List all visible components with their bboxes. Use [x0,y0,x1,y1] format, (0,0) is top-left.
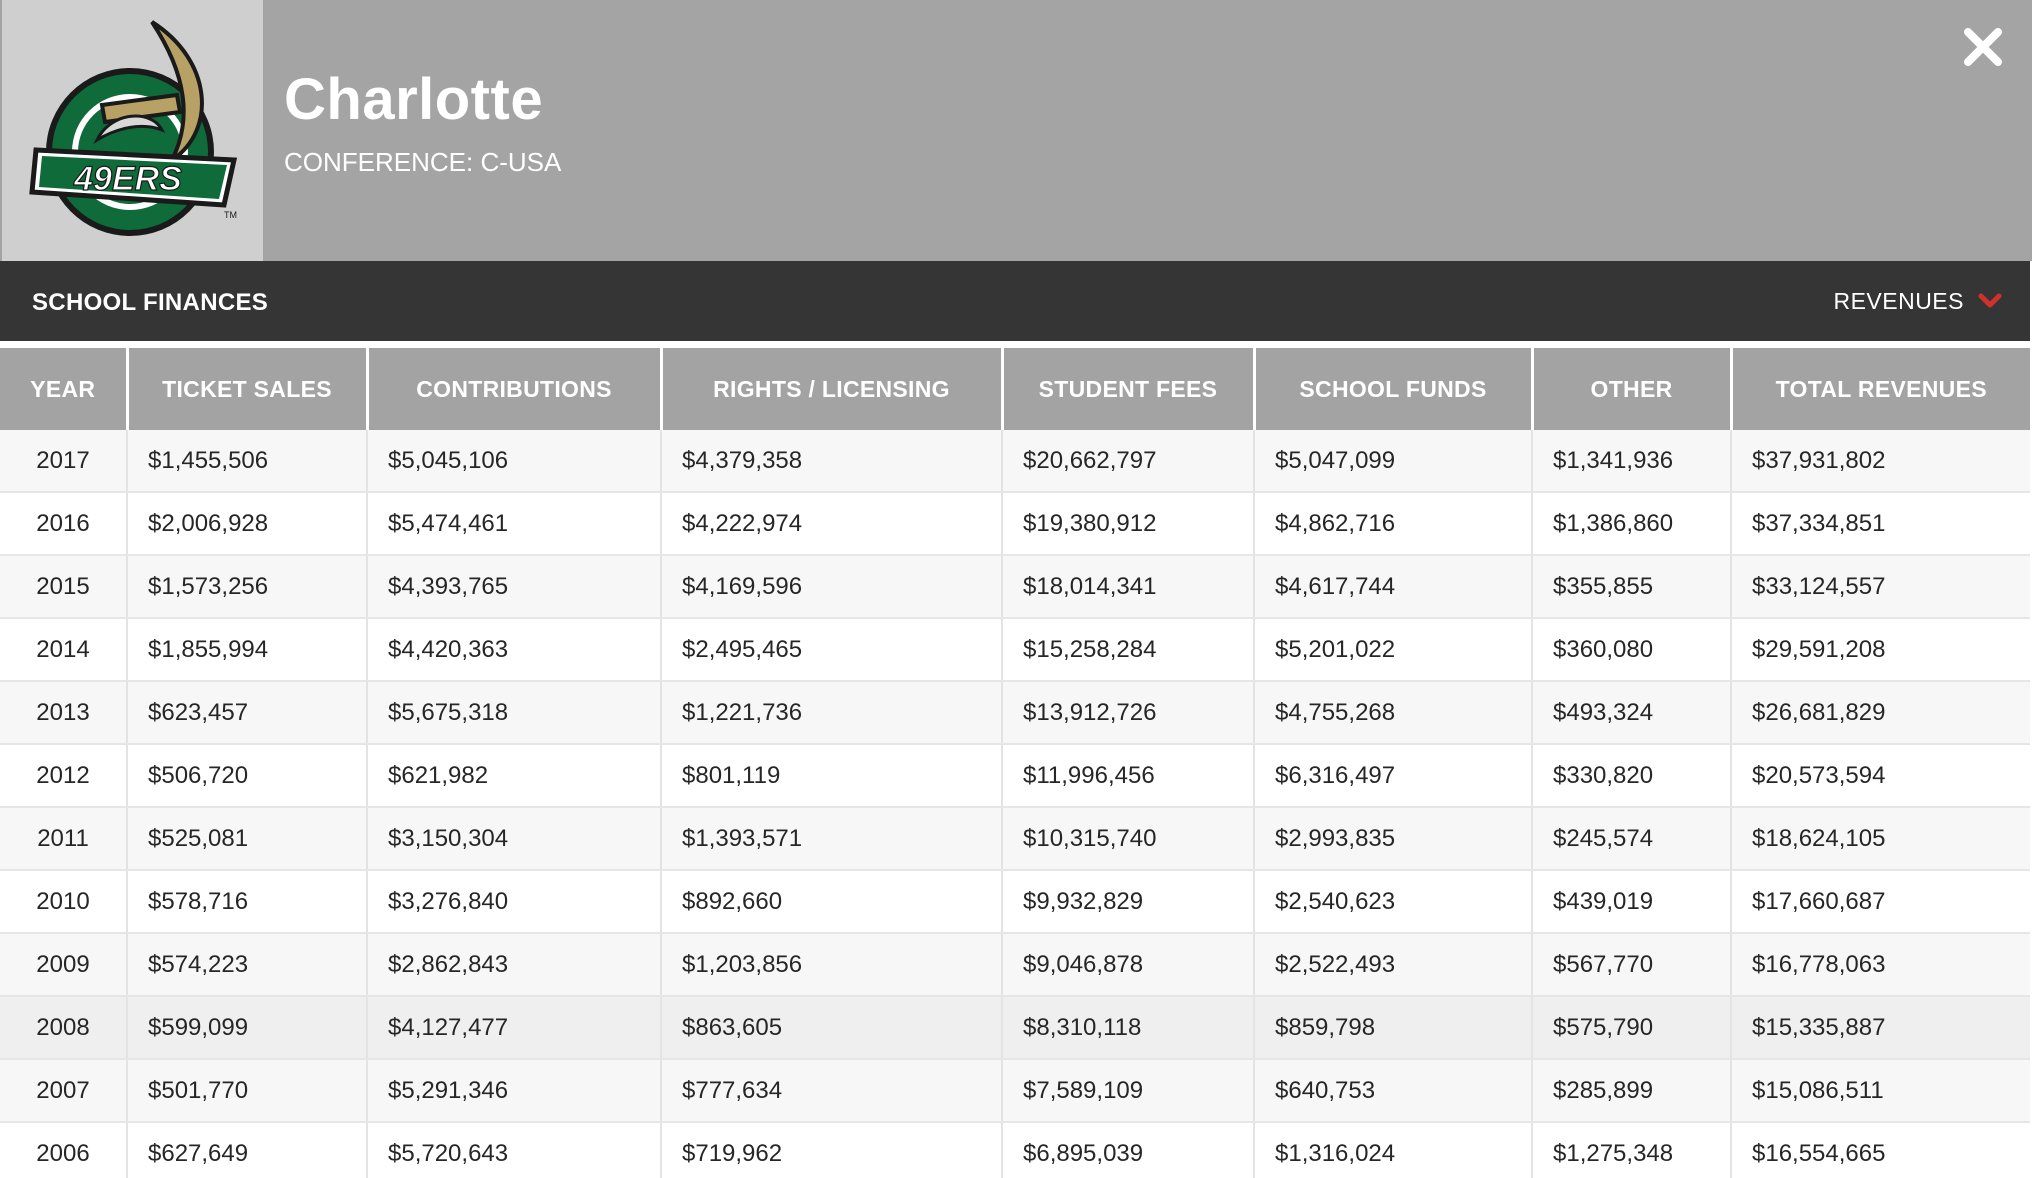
table-cell: $9,932,829 [1002,870,1254,933]
table-row [0,618,2030,681]
year-cell: 2008 [0,996,127,1059]
table-cell: $1,221,736 [661,681,1002,744]
school-logo [2,0,263,261]
table-cell: $5,047,099 [1254,430,1532,492]
table-row [0,1122,2030,1178]
table-cell: $2,993,835 [1254,807,1532,870]
table-row [0,1059,2030,1122]
table-cell: $1,386,860 [1532,492,1731,555]
table-row [0,870,2030,933]
year-cell: 2017 [0,430,127,492]
table-cell: $6,895,039 [1002,1122,1254,1178]
table-cell: $2,522,493 [1254,933,1532,996]
table-cell: $16,778,063 [1731,933,2030,996]
table-row [0,933,2030,996]
year-cell: 2016 [0,492,127,555]
table-cell: $20,662,797 [1002,430,1254,492]
table-cell: $10,315,740 [1002,807,1254,870]
table-cell: $863,605 [661,996,1002,1059]
finance-view-dropdown[interactable] [1833,261,2002,341]
table-cell: $777,634 [661,1059,1002,1122]
table-row [0,430,2030,492]
table-cell: $1,455,506 [127,430,367,492]
table-cell: $15,258,284 [1002,618,1254,681]
year-cell: 2015 [0,555,127,618]
table-row [0,996,2030,1059]
table-cell: $1,203,856 [661,933,1002,996]
table-cell: $330,820 [1532,744,1731,807]
table-cell: $7,589,109 [1002,1059,1254,1122]
table-cell: $5,045,106 [367,430,661,492]
table-cell: $575,790 [1532,996,1731,1059]
table-cell: $15,086,511 [1731,1059,2030,1122]
table-cell: $4,379,358 [661,430,1002,492]
table-cell: $506,720 [127,744,367,807]
table-cell: $3,150,304 [367,807,661,870]
close-button[interactable] [1962,26,2004,68]
table-cell: $20,573,594 [1731,744,2030,807]
table-cell: $5,201,022 [1254,618,1532,681]
table-cell: $621,982 [367,744,661,807]
table-cell: $8,310,118 [1002,996,1254,1059]
finance-view-selected: REVENUES [1833,287,1964,314]
table-row [0,681,2030,744]
year-cell: 2010 [0,870,127,933]
school-header [0,0,2032,261]
table-cell: $493,324 [1532,681,1731,744]
column-header: RIGHTS / LICENSING [661,348,1002,430]
column-header: CONTRIBUTIONS [367,348,661,430]
table-cell: $11,996,456 [1002,744,1254,807]
chevron-down-icon [1978,293,2002,309]
table-cell: $801,119 [661,744,1002,807]
section-title: SCHOOL FINANCES [32,289,269,316]
table-cell: $18,014,341 [1002,555,1254,618]
table-cell: $4,420,363 [367,618,661,681]
table-cell: $892,660 [661,870,1002,933]
table-row [0,555,2030,618]
table-cell: $9,046,878 [1002,933,1254,996]
table-cell: $18,624,105 [1731,807,2030,870]
table-cell: $4,755,268 [1254,681,1532,744]
table-cell: $19,380,912 [1002,492,1254,555]
table-cell: $525,081 [127,807,367,870]
table-body [0,430,2030,1178]
year-cell: 2007 [0,1059,127,1122]
table-cell: $578,716 [127,870,367,933]
table-cell: $2,006,928 [127,492,367,555]
table-header-row [0,348,2030,430]
year-cell: 2006 [0,1122,127,1178]
year-cell: 2014 [0,618,127,681]
table-cell: $6,316,497 [1254,744,1532,807]
table-cell: $1,275,348 [1532,1122,1731,1178]
finances-table [0,348,2030,1178]
table-cell: $623,457 [127,681,367,744]
table-cell: $1,573,256 [127,555,367,618]
table-cell: $1,393,571 [661,807,1002,870]
table-row [0,492,2030,555]
column-header: SCHOOL FUNDS [1254,348,1532,430]
finances-table-container [0,348,2030,1178]
table-cell: $5,720,643 [367,1122,661,1178]
table-cell: $5,291,346 [367,1059,661,1122]
table-cell: $4,862,716 [1254,492,1532,555]
table-cell: $2,862,843 [367,933,661,996]
table-cell: $501,770 [127,1059,367,1122]
section-bar [0,261,2030,341]
table-cell: $859,798 [1254,996,1532,1059]
column-header: TICKET SALES [127,348,367,430]
table-cell: $627,649 [127,1122,367,1178]
column-header: STUDENT FEES [1002,348,1254,430]
table-cell: $439,019 [1532,870,1731,933]
table-cell: $640,753 [1254,1059,1532,1122]
table-row [0,807,2030,870]
close-icon [1962,26,2004,68]
year-cell: 2013 [0,681,127,744]
table-cell: $5,675,318 [367,681,661,744]
school-name: Charlotte [284,67,544,132]
year-cell: 2012 [0,744,127,807]
svg-text:TM: TM [224,210,237,220]
table-cell: $574,223 [127,933,367,996]
table-cell: $4,127,477 [367,996,661,1059]
table-cell: $719,962 [661,1122,1002,1178]
table-row [0,744,2030,807]
table-cell: $567,770 [1532,933,1731,996]
table-cell: $599,099 [127,996,367,1059]
column-header: YEAR [0,348,127,430]
year-cell: 2009 [0,933,127,996]
column-header: OTHER [1532,348,1731,430]
table-cell: $355,855 [1532,555,1731,618]
table-cell: $2,540,623 [1254,870,1532,933]
table-cell: $4,222,974 [661,492,1002,555]
table-cell: $33,124,557 [1731,555,2030,618]
table-cell: $4,393,765 [367,555,661,618]
table-cell: $37,931,802 [1731,430,2030,492]
table-cell: $3,276,840 [367,870,661,933]
table-cell: $16,554,665 [1731,1122,2030,1178]
table-cell: $37,334,851 [1731,492,2030,555]
table-cell: $26,681,829 [1731,681,2030,744]
table-cell: $245,574 [1532,807,1731,870]
year-cell: 2011 [0,807,127,870]
table-cell: $17,660,687 [1731,870,2030,933]
table-cell: $1,316,024 [1254,1122,1532,1178]
table-cell: $29,591,208 [1731,618,2030,681]
table-cell: $1,855,994 [127,618,367,681]
49ers-logo-icon [2,0,263,261]
table-cell: $15,335,887 [1731,996,2030,1059]
table-cell: $1,341,936 [1532,430,1731,492]
column-header: TOTAL REVENUES [1731,348,2030,430]
table-cell: $4,617,744 [1254,555,1532,618]
table-cell: $285,899 [1532,1059,1731,1122]
table-cell: $5,474,461 [367,492,661,555]
table-cell: $2,495,465 [661,618,1002,681]
conference-label: CONFERENCE: C-USA [284,147,562,177]
table-cell: $13,912,726 [1002,681,1254,744]
table-cell: $4,169,596 [661,555,1002,618]
svg-text:49ERS: 49ERS [74,160,182,198]
table-cell: $360,080 [1532,618,1731,681]
